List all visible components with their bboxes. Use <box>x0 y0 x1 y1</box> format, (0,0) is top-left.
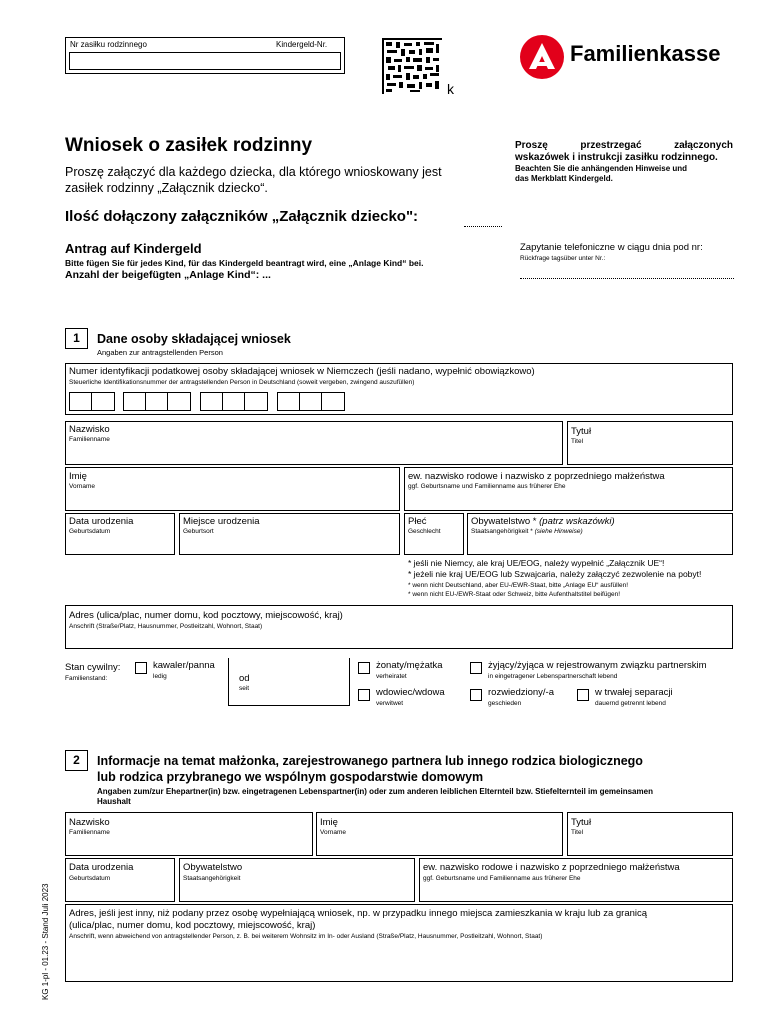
title-label-de: Titel <box>571 438 584 445</box>
nationality-field[interactable] <box>467 513 733 555</box>
birth-name-field[interactable] <box>404 467 733 511</box>
nr-label: Nr zasiłku rodzinnego <box>70 40 147 49</box>
phone-label: Zapytanie telefoniczne w ciągu dnia pod nr: <box>520 242 703 253</box>
since-date-field[interactable] <box>228 658 350 706</box>
since-label-de: seit <box>239 685 250 692</box>
surname-label: Nazwisko <box>69 424 110 435</box>
partner-surname-label: Nazwisko <box>69 817 110 828</box>
de-title: Antrag auf Kindergeld <box>65 241 202 256</box>
tax-id-label-de: Steuerliche Identifikationsnummer der antragstellenden Person in Deutschland (soweit vergeben, zwingend auszufüllen) <box>69 379 415 386</box>
section-2-subtitle-1: Angaben zum/zur Ehepartner(in) bzw. eingetragenen Lebenspartner(in) oder zum anderen leiblichen Elternteil bzw. Stiefelternteil im gemeinsamen <box>97 787 653 796</box>
widowed-label: wdowiec/wdowa <box>376 687 445 698</box>
birth-name-label: ew. nazwisko rodowe i nazwisko z poprzedniego małżeństwa <box>408 471 665 482</box>
date-of-birth-field[interactable] <box>65 513 175 555</box>
section-1-title: Dane osoby składającej wniosek <box>97 332 291 346</box>
partner-first-name-label-de: Vorname <box>320 829 347 836</box>
phone-label-de: Rückfrage tagsüber unter Nr.: <box>520 255 606 262</box>
kindergeld-number-input[interactable] <box>69 52 341 70</box>
nationality-note-4: * wenn nicht EU-/EWR-Staat oder Schweiz, bitte Aufenthaltstitel beifügen! <box>408 591 621 598</box>
phone-input[interactable] <box>520 278 734 279</box>
partner-dob-field[interactable] <box>65 858 175 902</box>
first-name-field[interactable] <box>65 467 400 511</box>
marital-status-label: Stan cywilny: <box>65 662 121 673</box>
attachment-count-label: Ilość dołączony załączników „Załącznik dziecko": <box>65 208 419 225</box>
gender-field[interactable] <box>404 513 464 555</box>
attach-text-2: zasiłek rodzinny „Załącznik dziecko“. <box>65 181 268 195</box>
instructions-note-1: Proszę przestrzegać załączonych <box>515 140 733 151</box>
partner-address-label-de: Anschrift, wenn abweichend von antragstellender Person, z. B. bei weiterem Wohnsitz im In- oder Ausland (Straße/Platz, Hausnummer, Postleitzahl, Wohnort, Staat) <box>69 933 543 940</box>
partner-title-label-de: Titel <box>571 829 584 836</box>
first-name-label: Imię <box>69 471 87 482</box>
separated-label: w trwałej separacji <box>595 687 673 698</box>
familienkasse-logo-icon <box>520 35 564 79</box>
dob-label-de: Geburtsdatum <box>69 528 111 535</box>
brand-name: Familienkasse <box>570 41 721 66</box>
first-name-label-de: Vorname <box>69 483 96 490</box>
address-label: Adres (ulica/plac, numer domu, kod pocztowy, miejscowość, kraj) <box>69 610 343 621</box>
partnership-checkbox[interactable] <box>470 662 482 674</box>
instructions-note-de-1: Beachten Sie die anhängenden Hinweise und <box>515 164 688 173</box>
attach-text-1: Proszę załączyć dla każdego dziecka, dla którego wnioskowany jest <box>65 165 442 179</box>
divorced-label: rozwiedziony/-a <box>488 687 554 698</box>
partner-title-label: Tytuł <box>571 817 592 828</box>
surname-field[interactable] <box>65 421 563 465</box>
section-2-subtitle-2: Haushalt <box>97 797 131 806</box>
address-field[interactable] <box>65 605 733 649</box>
separated-checkbox[interactable] <box>577 689 589 701</box>
partner-nationality-field[interactable] <box>179 858 415 902</box>
section-1-subtitle: Angaben zur antragstellenden Person <box>97 348 223 357</box>
partner-first-name-field[interactable] <box>316 812 563 856</box>
dob-label: Data urodzenia <box>69 516 134 527</box>
instructions-note-2: wskazówek i instrukcji zasiłku rodzinnego. <box>515 152 718 163</box>
instructions-note-de-2: das Merkblatt Kindergeld. <box>515 174 613 183</box>
address-label-de: Anschrift (Straße/Platz, Hausnummer, Postleitzahl, Wohnort, Staat) <box>69 623 263 630</box>
nationality-note-2: * jeżeli nie kraj UE/EOG lub Szwajcaria, należy załączyć zezwolenie na pobyt! <box>408 569 702 579</box>
since-label: od <box>239 673 250 684</box>
qr-code <box>382 38 442 94</box>
surname-label-de: Familienname <box>69 436 110 443</box>
de-line-2: Anzahl der beigefügten „Anlage Kind“: ... <box>65 269 271 281</box>
attachment-count-input[interactable] <box>464 226 502 227</box>
gender-label-de: Geschlecht <box>408 528 441 535</box>
partner-birth-name-field[interactable] <box>419 858 733 902</box>
partner-surname-field[interactable] <box>65 812 313 856</box>
pob-label-de: Geburtsort <box>183 528 214 535</box>
married-label-de: verheiratet <box>376 673 407 680</box>
marital-status-label-de: Familienstand: <box>65 675 108 682</box>
partner-birth-name-label-de: ggf. Geburtsname und Familienname aus früherer Ehe <box>423 875 581 882</box>
married-checkbox[interactable] <box>358 662 370 674</box>
single-checkbox[interactable] <box>135 662 147 674</box>
divorced-checkbox[interactable] <box>470 689 482 701</box>
pob-label: Miejsce urodzenia <box>183 516 260 527</box>
qr-suffix: k <box>447 81 454 97</box>
nationality-note-1: * jeśli nie Niemcy, ale kraj UE/EOG, należy wypełnić „Załącznik UE“! <box>408 558 665 568</box>
title-label: Tytuł <box>571 426 592 437</box>
gender-label: Płeć <box>408 516 427 527</box>
page-title: Wniosek o zasiłek rodzinny <box>65 135 313 156</box>
kindergeld-number-field[interactable] <box>65 37 345 74</box>
tax-id-label: Numer identyfikacji podatkowej osoby składającej wniosek w Niemczech (jeśli nadano, wypełnić obowiązkowo) <box>69 366 535 377</box>
title-field[interactable] <box>567 421 733 465</box>
partner-dob-label-de: Geburtsdatum <box>69 875 111 882</box>
place-of-birth-field[interactable] <box>179 513 400 555</box>
tax-id-digits-3[interactable] <box>200 392 268 411</box>
single-label-de: ledig <box>153 673 167 680</box>
partner-surname-label-de: Familienname <box>69 829 110 836</box>
widowed-checkbox[interactable] <box>358 689 370 701</box>
married-label: żonaty/mężatka <box>376 660 443 671</box>
kg-label: Kindergeld-Nr. <box>276 40 328 49</box>
partner-title-field[interactable] <box>567 812 733 856</box>
partner-nationality-label-de: Staatsangehörigkeit <box>183 875 241 882</box>
partner-address-label-2: (ulica/plac, numer domu, kod pocztowy, miejscowość, kraj) <box>69 920 316 931</box>
section-2-title-1: Informacje na temat małżonka, zarejestrowanego partnera lub innego rodzica biologicznego <box>97 754 643 768</box>
section-1-number: 1 <box>65 328 88 349</box>
section-2-title-2: lub rodzica przybranego we wspólnym gospodarstwie domowym <box>97 770 484 784</box>
single-label: kawaler/panna <box>153 660 215 671</box>
partner-first-name-label: Imię <box>320 817 338 828</box>
tax-id-field <box>65 363 733 415</box>
section-2-number: 2 <box>65 750 88 771</box>
partner-nationality-label: Obywatelstwo <box>183 862 243 873</box>
partner-address-field[interactable] <box>65 904 733 982</box>
tax-id-digits-2[interactable] <box>123 392 191 411</box>
divorced-label-de: geschieden <box>488 700 522 707</box>
partner-birth-name-label: ew. nazwisko rodowe i nazwisko z poprzedniego małżeństwa <box>423 862 680 873</box>
partner-address-label-1: Adres, jeśli jest inny, niż podany przez osobę wypełniającą wniosek, np. w przypadku innego miejsca zamieszkania w kraju lub za granicą <box>69 908 648 919</box>
partner-dob-label: Data urodzenia <box>69 862 134 873</box>
tax-id-digits-1[interactable] <box>69 392 115 411</box>
birth-name-label-de: ggf. Geburtsname und Familienname aus früherer Ehe <box>408 483 566 490</box>
partnership-label-de: in eingetragener Lebenspartnerschaft lebend <box>488 673 618 680</box>
tax-id-digits-4[interactable] <box>277 392 345 411</box>
de-line-1: Bitte fügen Sie für jedes Kind, für das Kindergeld beantragt wird, eine „Anlage Kind“ bei. <box>65 258 424 268</box>
partnership-label: żyjący/żyjąca w rejestrowanym związku partnerskim <box>488 660 707 671</box>
separated-label-de: dauernd getrennt lebend <box>595 700 666 707</box>
form-version-note: KG 1-pl - 01.23 - Stand Juli 2023 <box>41 883 50 1000</box>
nationality-label-de: Staatsangehörigkeit * (siehe Hinweise) <box>471 528 583 535</box>
nationality-note-3: * wenn nicht Deutschland, aber EU-/EWR-Staat, bitte „Anlage EU“ ausfüllen! <box>408 582 629 589</box>
nationality-label: Obywatelstwo * (patrz wskazówki) <box>471 516 615 527</box>
widowed-label-de: verwitwet <box>376 700 404 707</box>
